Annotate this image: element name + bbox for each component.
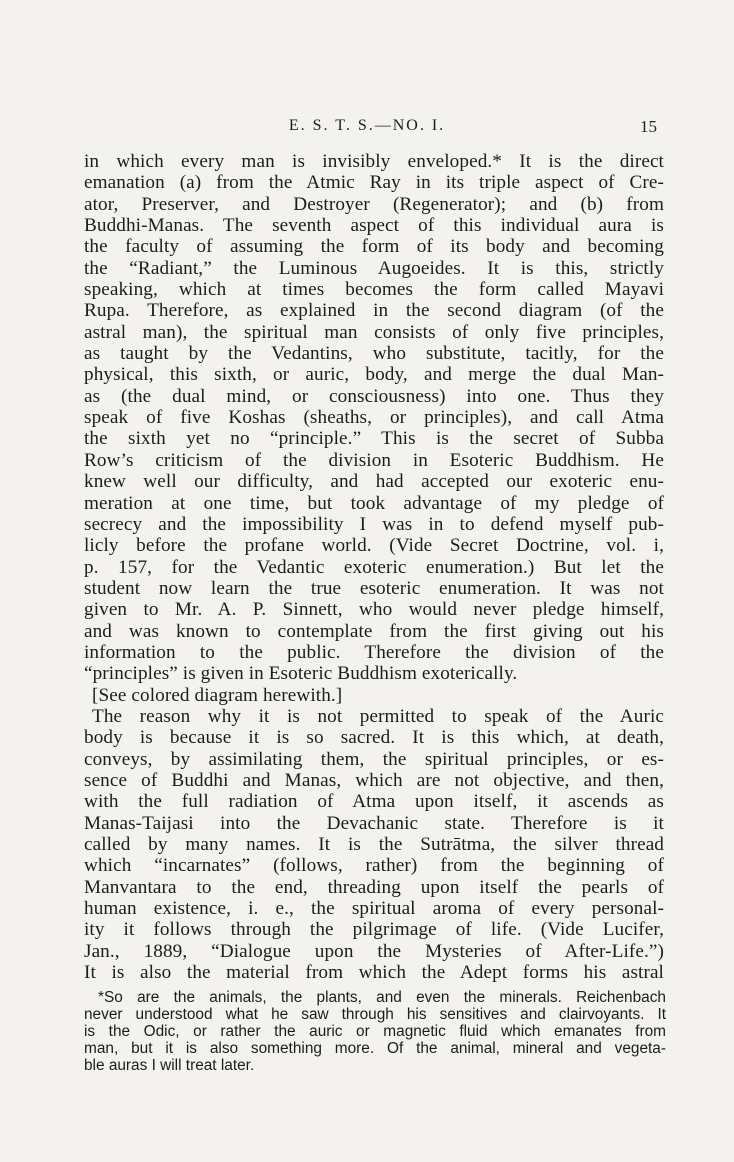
text-line: “principles” is given in Esoteric Buddhism exoterically. [84,663,518,685]
text-line: sence of Buddhi and Manas, which are not objective, and then, [84,769,664,791]
text-line: as (the dual mind, or consciousness) into one. Thus they [84,385,664,407]
text-line: knew well our difficulty, and had accepted our exoteric enu- [84,471,664,493]
footnote-line: is the Odic, or rather the auric or magnetic fluid which emanates from [84,1023,666,1040]
text-line: p. 157, for the Vedantic exoteric enumeration.) But let the [84,556,664,578]
text-line: secrecy and the impossibility I was in to defend myself pub- [84,513,664,535]
text-line: information to the public. Therefore the division of the [84,641,664,663]
text-line: the “Radiant,” the Luminous Augoeides. It is this, strictly [84,257,664,279]
text-line: Row’s criticism of the division in Esoteric Buddhism. He [84,449,664,471]
text-line: student now learn the true esoteric enumeration. It was not [84,577,664,599]
footnote-line: *So are the animals, the plants, and even the minerals. Reichenbach [98,989,666,1006]
text-line: Manas-Taijasi into the Devachanic state. Therefore is it [84,812,664,834]
page-number: 15 [640,117,657,136]
text-line: It is also the material from which the Adept forms his astral [84,962,664,984]
text-line: physical, this sixth, or auric, body, and merge the dual Man- [84,364,664,386]
text-line: as taught by the Vedantins, who substitute, tacitly, for the [84,343,664,365]
text-line: Rupa. Therefore, as explained in the second diagram (of the [84,300,664,322]
text-line: called by many names. It is the Sutrātma, the silver thread [84,834,664,855]
text-line: speak of five Koshas (sheaths, or principles), and call Atma [84,407,664,429]
text-line: with the full radiation of Atma upon itself, it ascends as [84,791,664,813]
footnote-line: ble auras I will treat later. [84,1057,255,1074]
text-line: Buddhi-Manas. The seventh aspect of this individual aura is [84,215,664,237]
diagram-note: [See colored diagram herewith.] [92,684,343,706]
text-line: the faculty of assuming the form of its body and becoming [84,236,664,258]
footnote-line: man, but it is also something more. Of the animal, mineral and vegeta- [84,1040,666,1057]
text-line: Manvantara to the end, threading upon itself the pearls of [84,876,664,898]
text-line: emanation (a) from the Atmic Ray in its triple aspect of Cre- [84,172,664,194]
text-line: and was known to contemplate from the first giving out his [84,620,664,642]
footnote [84,989,666,1074]
text-line: meration at one time, but took advantage of my pledge of [84,492,664,514]
text-line: which “incarnates” (follows, rather) from the beginning of [84,855,664,877]
text-line: in which every man is invisibly enveloped.* It is the direct [84,151,664,172]
text-line: licly before the profane world. (Vide Secret Doctrine, vol. i, [84,535,664,557]
text-line: ity it follows through the pilgrimage of life. (Vide Lucifer, [84,919,664,941]
text-line: speaking, which at times becomes the form called Mayavi [84,279,664,301]
text-line: conveys, by assimilating them, the spiritual principles, or es- [84,748,664,770]
text-line: Jan., 1889, “Dialogue upon the Mysteries of After-Life.”) [84,940,664,962]
text-line: the sixth yet no “principle.” This is the secret of Subba [84,428,664,450]
footnote-line: never understood what he saw through his sensitives and clairvoyants. It [84,1006,666,1023]
text-line: astral man), the spiritual man consists of only five principles, [84,321,664,343]
running-title: E. S. T. S.—NO. I. [288,117,446,134]
text-line: body is because it is so sacred. It is this which, at death, [84,727,664,749]
text-line: given to Mr. A. P. Sinnett, who would never pledge himself, [84,599,664,621]
text-line: ator, Preserver, and Destroyer (Regenerator); and (b) from [84,193,664,215]
text-line: The reason why it is not permitted to speak of the Auric [92,705,664,727]
body-text [84,151,664,983]
text-line: human existence, i. e., the spiritual aroma of every personal- [84,898,664,920]
